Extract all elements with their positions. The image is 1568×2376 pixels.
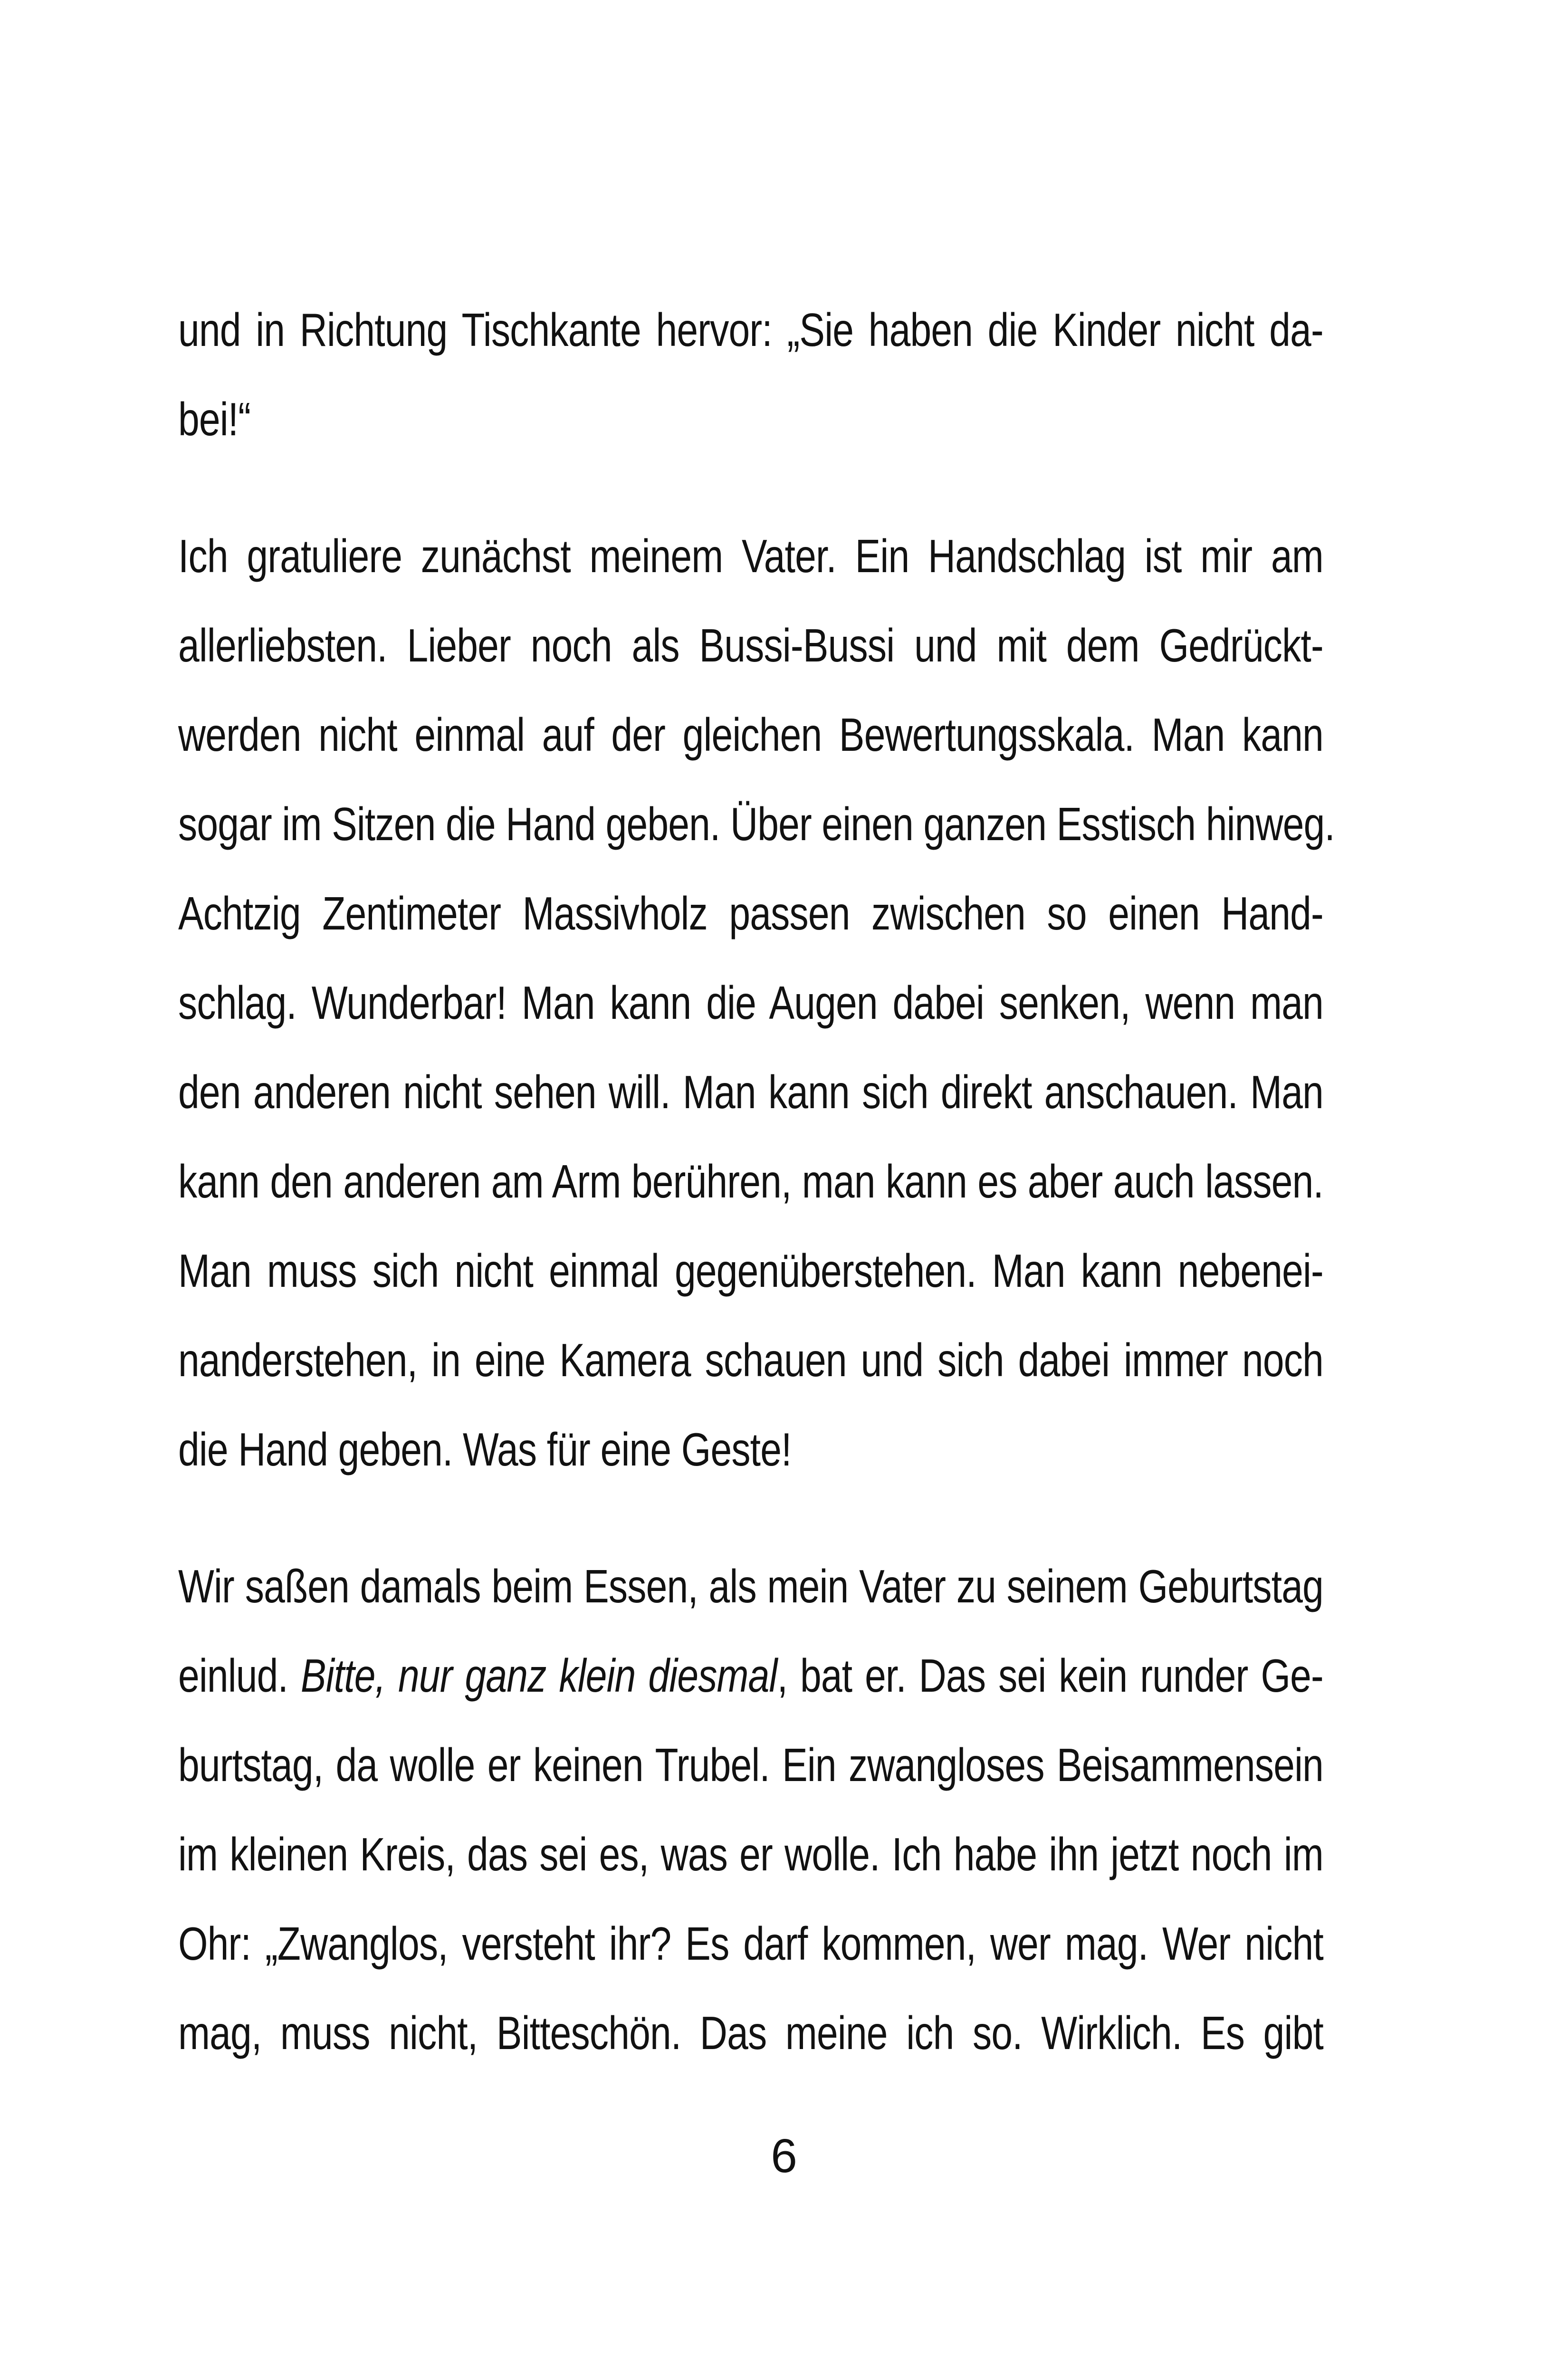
text-line: Ohr: „Zwanglos, versteht ihr? Es darf kommen, wer mag. Wer nicht	[178, 1917, 1323, 1970]
paragraph-2	[178, 511, 1335, 1494]
text-line-with-italic	[178, 1631, 1323, 1720]
text-line: schlag. Wunderbar! Man kann die Augen dabei senken, wenn man	[178, 977, 1323, 1029]
text-line: mag, muss nicht, Bitteschön. Das meine ich so. Wirklich. Es gibt	[178, 2007, 1323, 2059]
text-line: und in Richtung Tischkante hervor: „Sie haben die Kinder nicht da-	[178, 304, 1323, 356]
page-number: 6	[771, 2129, 797, 2183]
text-line: burtstag, da wolle er keinen Trubel. Ein zwangloses Beisammensein	[178, 1739, 1323, 1791]
text-line: nanderstehen, in eine Kamera schauen und sich dabei immer noch	[178, 1334, 1323, 1386]
text-line: kann den anderen am Arm berühren, man kann es aber auch lassen.	[178, 1155, 1323, 1207]
paragraph-1	[178, 285, 1323, 464]
text-line: Ich gratuliere zunächst meinem Vater. Ein Handschlag ist mir am	[178, 530, 1323, 582]
paragraph-3	[178, 1542, 1323, 2078]
text-line: Man muss sich nicht einmal gegenüberstehen. Man kann nebenei-	[178, 1245, 1323, 1297]
text-line: im kleinen Kreis, das sei es, was er wolle. Ich habe ihn jetzt noch im	[178, 1828, 1323, 1880]
text-line: Achtzig Zentimeter Massivholz passen zwischen so einen Hand-	[178, 887, 1323, 939]
text-line: den anderen nicht sehen will. Man kann sich direkt anschauen. Man	[178, 1066, 1323, 1118]
text-line: die Hand geben. Was für eine Geste!	[178, 1423, 792, 1475]
text-segment: , bat er. Das sei kein runder Ge-	[777, 1649, 1323, 1702]
text-line: werden nicht einmal auf der gleichen Bewertungsskala. Man kann	[178, 709, 1323, 761]
text-line: Wir saßen damals beim Essen, als mein Vater zu seinem Geburtstag	[178, 1560, 1323, 1612]
text-line: bei!“	[178, 393, 251, 445]
text-segment: einlud.	[178, 1649, 301, 1702]
text-line: sogar im Sitzen die Hand geben. Über einen ganzen Esstisch hinweg.	[178, 798, 1335, 850]
body-text	[178, 285, 1335, 2078]
text-line: allerliebsten. Lieber noch als Bussi-Bussi und mit dem Gedrückt-	[178, 619, 1323, 671]
italic-quote: Bitte, nur ganz klein diesmal	[300, 1649, 777, 1702]
